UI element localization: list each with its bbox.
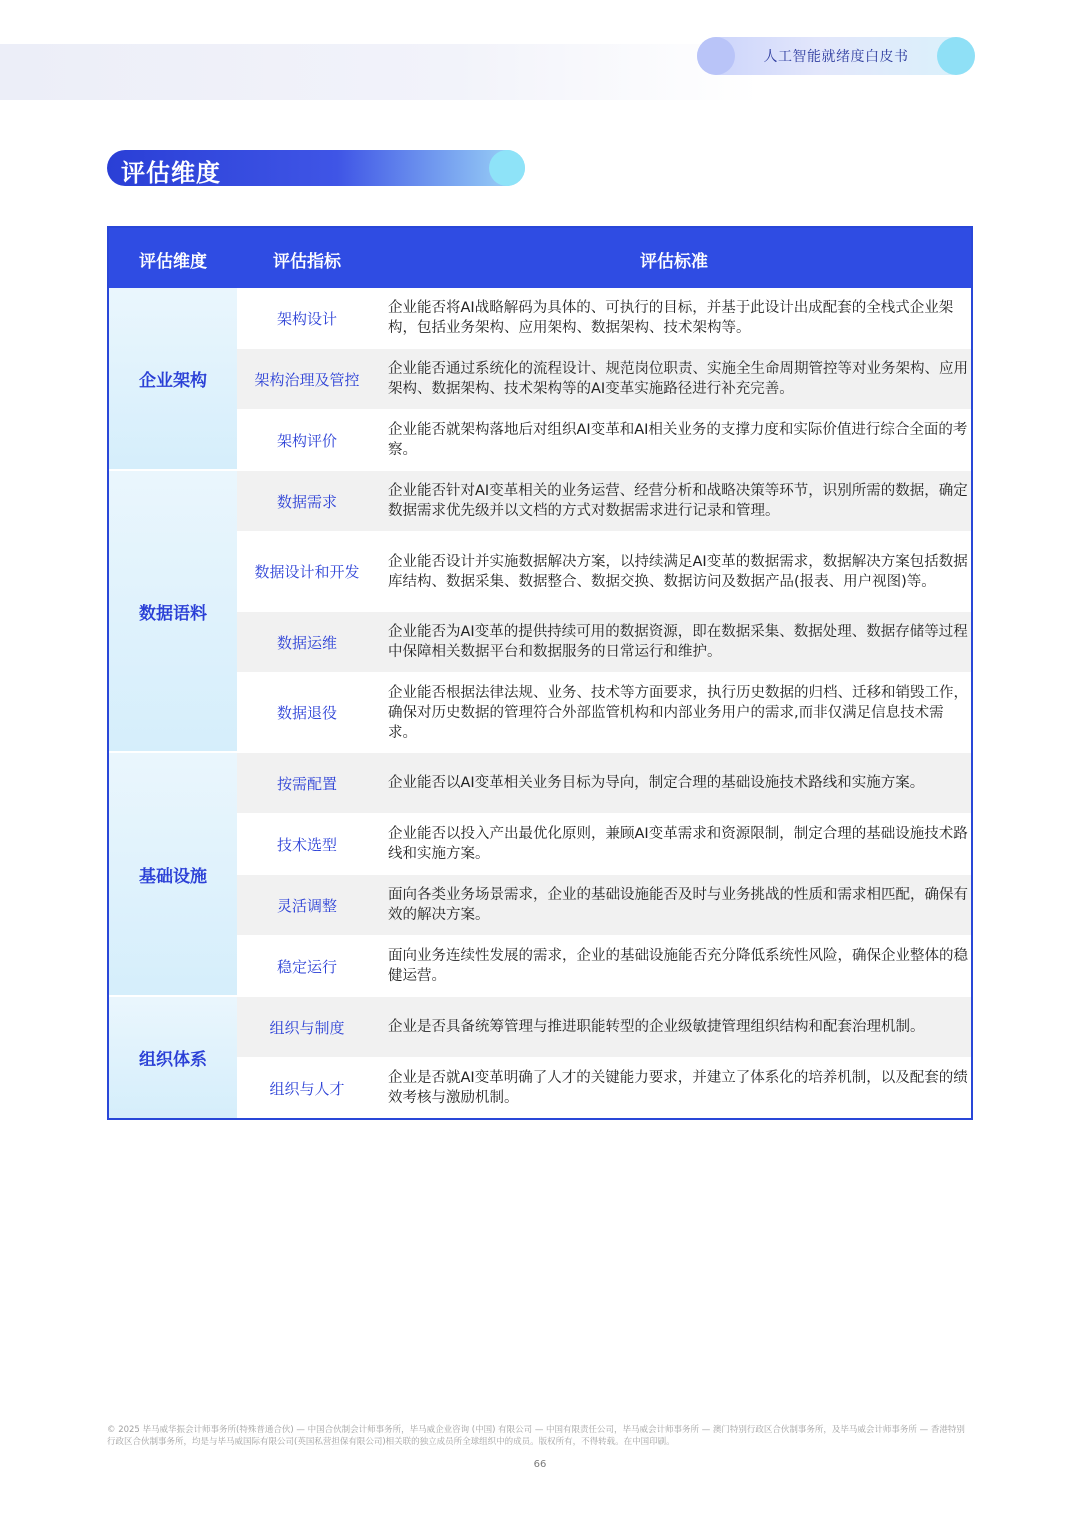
standard-cell: 面向业务连续性发展的需求，企业的基础设施能否充分降低系统性风险，确保企业整体的稳健运营。 xyxy=(388,948,968,984)
standard-cell: 企业能否根据法律法规、业务、技术等方面要求，执行历史数据的归档、迁移和销毁工作，确保对历史数据的管理符合外部监管机构和内部业务用户的需求,而非仅满足信息技术需求。 xyxy=(388,684,968,741)
section-title: 评估维度 xyxy=(121,159,221,187)
standard-cell: 企业能否为AI变革的提供持续可用的数据资源，即在数据采集、数据处理、数据存储等过程中保障相关数据平台和数据服务的日常运行和维护。 xyxy=(388,624,968,660)
standard-cell: 企业能否将AI战略解码为具体的、可执行的目标，并基于此设计出成配套的全栈式企业架构，包括业务架构、应用架构、数据架构、技术架构等。 xyxy=(388,300,954,336)
indicator-cell: 灵活调整 xyxy=(276,896,337,915)
header-pill xyxy=(697,37,975,75)
page-number: 66 xyxy=(533,1459,547,1470)
table-row xyxy=(237,753,971,814)
indicator-cell: 数据需求 xyxy=(276,492,337,511)
header-standard: 评估标准 xyxy=(640,252,708,272)
standard-cell: 企业能否以投入产出最优化原则，兼顾AI变革需求和资源限制，制定合理的基础设施技术路线和实施方案。 xyxy=(388,826,968,862)
header-band xyxy=(0,44,760,100)
indicator-cell: 架构评价 xyxy=(276,431,337,450)
dimension-cell-infrastructure: 基础设施 xyxy=(109,753,237,997)
header-indicator: 评估指标 xyxy=(273,252,341,272)
table-row xyxy=(237,410,971,471)
indicator-cell: 数据运维 xyxy=(276,633,337,652)
indicator-cell: 组织与制度 xyxy=(269,1018,345,1037)
assessment-table xyxy=(107,226,973,1120)
table-row xyxy=(237,936,971,997)
section-pill-end-dot xyxy=(489,150,525,186)
standard-cell: 面向各类业务场景需求，企业的基础设施能否及时与业务挑战的性质和需求相匹配，确保有效的解决方案。 xyxy=(388,887,968,923)
dimension-cell-data-corpus: 数据语料 xyxy=(109,471,237,753)
indicator-cell: 数据设计和开发 xyxy=(254,563,360,581)
section-title-pill xyxy=(107,150,525,186)
header-dimension: 评估维度 xyxy=(139,252,207,272)
indicator-cell: 技术选型 xyxy=(276,835,337,854)
standard-cell: 企业能否以AI变革相关业务目标为导向，制定合理的基础设施技术路线和实施方案。 xyxy=(388,775,925,791)
standard-cell: 企业能否设计并实施数据解决方案，以持续满足AI变革的数据需求，数据解决方案包括数据库结构、数据采集、数据整合、数据交换、数据访问及数据产品(报表、用户视图)等。 xyxy=(388,553,968,590)
standard-cell: 企业能否针对AI变革相关的业务运营、经营分析和战略决策等环节，识别所需的数据，确定数据需求优先级并以文档的方式对数据需求进行记录和管理。 xyxy=(388,483,968,519)
indicator-cell: 按需配置 xyxy=(276,774,337,793)
table-row xyxy=(237,997,971,1058)
indicator-cell: 稳定运行 xyxy=(276,957,337,976)
indicator-cell: 数据退役 xyxy=(276,704,337,722)
table-row xyxy=(237,288,971,349)
table-row xyxy=(237,349,971,410)
table-row xyxy=(237,471,971,532)
table-row xyxy=(237,673,971,753)
indicator-cell: 架构设计 xyxy=(276,309,337,328)
document-title: 人工智能就绪度白皮书 xyxy=(763,49,909,65)
table-row xyxy=(237,1058,971,1118)
table-row xyxy=(237,612,971,673)
standard-cell: 企业是否就AI变革明确了人才的关键能力要求，并建立了体系化的培养机制，以及配套的绩效考核与激励机制。 xyxy=(388,1070,968,1106)
dimension-cell-enterprise-architecture: 企业架构 xyxy=(109,288,237,471)
indicator-cell: 架构治理及管控 xyxy=(254,370,360,389)
table-row xyxy=(237,875,971,936)
copyright-note: © 2025 毕马威华振会计师事务所(特殊普通合伙) — 中国合伙制会计师事务所，毕马威企业咨询 (中国) 有限公司 — 中国有限责任公司，毕马威会计师事务所 — 澳门特别行政区合伙制事务所，及毕马威会计师事务所 — 香港特别行政区合伙制事务所，均是与毕马威国际有限公司(英国私营担保有限公司)相关联的独立成员所全球组织中的成员。版权所有，不得转载。在中国印刷。 xyxy=(107,1425,965,1447)
standard-cell: 企业是否具备统筹管理与推进职能转型的企业级敏捷管理组织结构和配套治理机制。 xyxy=(388,1019,925,1035)
table-header xyxy=(109,228,971,288)
standard-cell: 企业能否通过系统化的流程设计、规范岗位职责、实施全生命周期管控等对业务架构、应用架构、数据架构、技术架构等的AI变革实施路径进行补充完善。 xyxy=(388,361,968,397)
dimension-cell-organization: 组织体系 xyxy=(109,997,237,1118)
table-row xyxy=(237,532,971,612)
indicator-cell: 组织与人才 xyxy=(269,1079,345,1098)
standard-cell: 企业能否就架构落地后对组织AI变革和AI相关业务的支撑力度和实际价值进行综合全面的考察。 xyxy=(388,422,968,458)
table-row xyxy=(237,814,971,875)
